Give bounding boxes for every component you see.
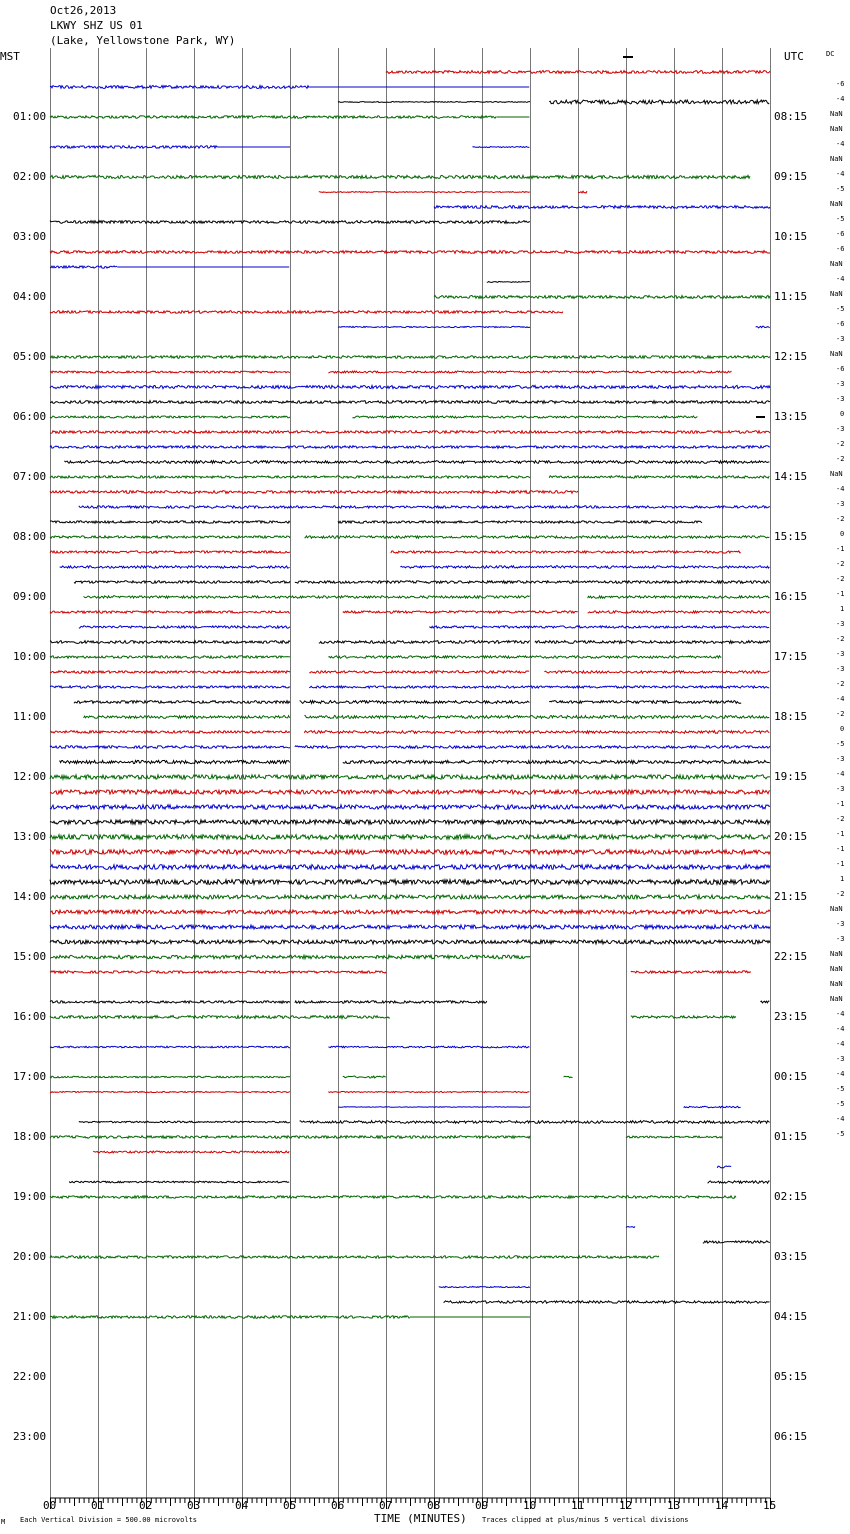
trace-segment xyxy=(50,641,290,644)
mst-hour-label: 08:00 xyxy=(13,530,47,543)
seismic-traces xyxy=(50,71,770,1319)
dc-offset-label: -3 xyxy=(836,755,845,763)
x-tick-label: 03 xyxy=(187,1499,201,1512)
dc-offset-label: -5 xyxy=(836,305,845,313)
trace-segment xyxy=(578,191,587,193)
trace-segment xyxy=(60,760,290,763)
trace-segment xyxy=(684,1106,741,1108)
trace-segment xyxy=(50,775,770,779)
dc-offset-label: NaN xyxy=(830,110,843,118)
x-axis-title: TIME (MINUTES) xyxy=(374,1512,467,1525)
x-tick-label: 15 xyxy=(763,1499,777,1512)
trace-segment xyxy=(50,925,770,929)
dc-offset-label: -6 xyxy=(836,245,845,253)
dc-offset-label: NaN xyxy=(830,965,843,973)
dc-offset-label: NaN xyxy=(830,350,843,358)
trace-segment xyxy=(50,146,218,149)
utc-hour-label: 03:15 xyxy=(774,1250,808,1263)
dc-offset-label: NaN xyxy=(830,470,843,478)
dc-offset-label: -3 xyxy=(836,785,845,793)
utc-header: UTC xyxy=(784,50,804,63)
utc-hour-label: 04:15 xyxy=(774,1310,808,1323)
trace-segment xyxy=(50,1076,290,1078)
trace-segment xyxy=(74,581,290,584)
trace-segment xyxy=(352,416,697,418)
trace-segment xyxy=(50,656,290,658)
trace-segment xyxy=(50,805,770,809)
trace-segment xyxy=(487,282,530,283)
trace-segment xyxy=(50,1316,410,1319)
trace-segment xyxy=(434,296,770,299)
dc-offset-label: -5 xyxy=(836,1130,845,1138)
trace-segment xyxy=(50,910,770,914)
x-tick-label: 08 xyxy=(427,1499,441,1512)
trace-segment xyxy=(50,611,290,613)
trace-segment xyxy=(295,1001,487,1003)
mst-hour-label: 07:00 xyxy=(13,470,47,483)
trace-segment xyxy=(50,356,770,359)
trace-segment xyxy=(588,596,770,598)
utc-hour-label: 20:15 xyxy=(774,830,808,843)
mst-hour-label: 12:00 xyxy=(13,770,47,783)
dc-offset-label: NaN xyxy=(830,260,843,268)
dc-offset-label: -3 xyxy=(836,380,845,388)
trace-segment xyxy=(50,385,770,388)
dc-offset-label: -1 xyxy=(836,800,845,808)
trace-segment xyxy=(60,566,290,568)
trace-segment xyxy=(717,1166,731,1168)
trace-segment xyxy=(50,850,770,855)
clip-note: Traces clipped at plus/minus 5 vertical divisions xyxy=(482,1516,689,1524)
dc-offset-label: NaN xyxy=(830,155,843,163)
trace-segment xyxy=(708,1181,770,1183)
trace-segment xyxy=(304,536,769,538)
dc-offset-label: -2 xyxy=(836,710,845,718)
dc-offset-label: -3 xyxy=(836,620,845,628)
mst-hour-label: 20:00 xyxy=(13,1250,47,1263)
dc-offset-label: -2 xyxy=(836,455,845,463)
mst-hour-label: 15:00 xyxy=(13,950,47,963)
dc-offset-label: -4 xyxy=(836,170,845,178)
utc-hour-label: 16:15 xyxy=(774,590,808,603)
trace-segment xyxy=(343,760,770,763)
date-label: Oct26,2013 xyxy=(50,4,117,17)
clip-marks xyxy=(623,57,765,417)
dc-offset-label: NaN xyxy=(830,200,843,208)
trace-segment xyxy=(300,1121,770,1124)
trace-segment xyxy=(304,731,769,734)
x-tick-label: 07 xyxy=(379,1499,393,1512)
trace-segment xyxy=(588,611,770,613)
trace-segment xyxy=(756,326,770,328)
x-tick-label: 14 xyxy=(715,1499,729,1512)
dc-offset-label: -6 xyxy=(836,80,845,88)
trace-segment xyxy=(50,116,496,119)
dc-offset-label: -3 xyxy=(836,500,845,508)
trace-segment xyxy=(93,1151,289,1153)
station-label: LKWY SHZ US 01 xyxy=(50,19,143,32)
x-tick-label: 06 xyxy=(331,1499,345,1512)
trace-segment xyxy=(338,521,702,523)
x-tick-label: 13 xyxy=(667,1499,681,1512)
dc-offset-label: -1 xyxy=(836,830,845,838)
trace-segment xyxy=(631,1016,736,1018)
dc-offset-label: 0 xyxy=(840,725,845,733)
utc-hour-label: 08:15 xyxy=(774,110,808,123)
dc-header: DC xyxy=(826,50,835,58)
trace-segment xyxy=(295,746,770,749)
dc-offset-label: -4 xyxy=(836,1070,845,1078)
mst-hour-label: 16:00 xyxy=(13,1010,47,1023)
trace-segment xyxy=(50,790,770,794)
trace-segment xyxy=(50,1001,290,1003)
dc-offset-label: -3 xyxy=(836,335,845,343)
dc-offset-label: -4 xyxy=(836,485,845,493)
trace-segment xyxy=(50,266,117,268)
dc-offset-label: -4 xyxy=(836,770,845,778)
mst-hour-label: 01:00 xyxy=(13,110,47,123)
dc-offset-label: -6 xyxy=(836,320,845,328)
dc-offset-label: -2 xyxy=(836,815,845,823)
trace-segment xyxy=(50,175,750,178)
trace-segment xyxy=(74,701,290,704)
dc-offset-label: NaN xyxy=(830,950,843,958)
mst-hour-label: 05:00 xyxy=(13,350,47,363)
mst-hour-label: 17:00 xyxy=(13,1070,47,1083)
dc-offset-label: 1 xyxy=(840,605,845,613)
dc-offset-label: -2 xyxy=(836,680,845,688)
mst-hour-label: 13:00 xyxy=(13,830,47,843)
utc-hour-label: 05:15 xyxy=(774,1370,808,1383)
location-label: (Lake, Yellowstone Park, WY) xyxy=(50,34,236,47)
trace-segment xyxy=(50,446,770,449)
utc-hour-label: 09:15 xyxy=(774,170,808,183)
dc-offset-label: -4 xyxy=(836,95,845,103)
dc-offset-label: 0 xyxy=(840,530,845,538)
trace-segment xyxy=(50,536,290,538)
dc-offset-label: -4 xyxy=(836,275,845,283)
dc-offset-label: NaN xyxy=(830,905,843,913)
trace-segment xyxy=(79,626,290,628)
dc-offset-label: -1 xyxy=(836,860,845,868)
trace-segment xyxy=(50,551,290,553)
trace-segment xyxy=(50,686,290,688)
trace-segment xyxy=(50,251,770,254)
utc-hour-label: 02:15 xyxy=(774,1190,808,1203)
utc-hour-label: 00:15 xyxy=(774,1070,808,1083)
mst-hour-label: 10:00 xyxy=(13,650,47,663)
trace-segment xyxy=(50,746,290,749)
utc-hour-label: 18:15 xyxy=(774,710,808,723)
x-tick-label: 12 xyxy=(619,1499,633,1512)
trace-segment xyxy=(50,371,290,373)
mst-hour-label: 14:00 xyxy=(13,890,47,903)
mst-hour-label: 02:00 xyxy=(13,170,47,183)
trace-segment xyxy=(84,716,290,719)
trace-segment xyxy=(50,1256,659,1259)
trace-segment xyxy=(50,521,290,523)
trace-segment xyxy=(69,1181,289,1183)
dc-offset-label: -4 xyxy=(836,695,845,703)
utc-hour-label: 13:15 xyxy=(774,410,808,423)
trace-segment xyxy=(64,461,769,464)
trace-segment xyxy=(434,206,770,209)
utc-hour-label: 17:15 xyxy=(774,650,808,663)
trace-segment xyxy=(328,1091,529,1092)
utc-hour-label: 11:15 xyxy=(774,290,808,303)
trace-segment xyxy=(530,940,770,944)
utc-hour-label: 22:15 xyxy=(774,950,808,963)
trace-segment xyxy=(564,1076,573,1077)
dc-offset-label: -5 xyxy=(836,1100,845,1108)
dc-offset-label: -5 xyxy=(836,1085,845,1093)
trace-segment xyxy=(50,895,770,899)
mst-hour-label: 03:00 xyxy=(13,230,47,243)
dc-offset-label: -2 xyxy=(836,440,845,448)
dc-offset-label: -2 xyxy=(836,515,845,523)
dc-offset-label: -6 xyxy=(836,230,845,238)
trace-segment xyxy=(295,581,770,584)
dc-offset-label: -3 xyxy=(836,1055,845,1063)
utc-hour-label: 14:15 xyxy=(774,470,808,483)
mst-hour-label: 19:00 xyxy=(13,1190,47,1203)
dc-offset-label: -3 xyxy=(836,920,845,928)
x-axis-ticks xyxy=(51,1498,771,1509)
trace-segment xyxy=(444,1301,770,1303)
trace-segment xyxy=(631,971,751,973)
trace-segment xyxy=(760,1001,769,1003)
dc-offset-label: -4 xyxy=(836,1010,845,1018)
trace-segment xyxy=(328,656,721,658)
mst-hour-label: 22:00 xyxy=(13,1370,47,1383)
dc-offset-label: -3 xyxy=(836,425,845,433)
utc-hour-label: 01:15 xyxy=(774,1130,808,1143)
trace-segment xyxy=(549,100,769,104)
utc-hour-label: 19:15 xyxy=(774,770,808,783)
trace-segment xyxy=(50,971,386,973)
dc-offset-label: -5 xyxy=(836,185,845,193)
corner-mark: M xyxy=(1,1518,6,1526)
trace-segment xyxy=(50,880,770,885)
utc-hour-label: 15:15 xyxy=(774,530,808,543)
mst-hour-label: 18:00 xyxy=(13,1130,47,1143)
trace-segment xyxy=(50,671,290,673)
mst-hour-label: 04:00 xyxy=(13,290,47,303)
dc-offset-label: -1 xyxy=(836,590,845,598)
dc-offset-label: -6 xyxy=(836,365,845,373)
x-tick-label: 02 xyxy=(139,1499,153,1512)
trace-segment xyxy=(549,476,769,478)
trace-segment xyxy=(50,731,290,734)
dc-offset-label: -5 xyxy=(836,215,845,223)
x-tick-label: 09 xyxy=(475,1499,489,1512)
x-tick-label: 11 xyxy=(571,1499,585,1512)
dc-offset-label: -4 xyxy=(836,1025,845,1033)
trace-segment xyxy=(50,865,770,870)
trace-segment xyxy=(50,1196,736,1199)
trace-segment xyxy=(343,1076,386,1078)
trace-segment xyxy=(50,491,578,494)
dc-offset-label: -2 xyxy=(836,560,845,568)
dc-offset-label: -4 xyxy=(836,1115,845,1123)
trace-segment xyxy=(472,147,529,148)
dc-offset-label: -2 xyxy=(836,890,845,898)
utc-hour-label: 10:15 xyxy=(774,230,808,243)
trace-segment xyxy=(50,1091,290,1092)
dc-offset-label: NaN xyxy=(830,980,843,988)
dc-offset-label: 1 xyxy=(840,875,845,883)
dc-offset-label: -3 xyxy=(836,665,845,673)
trace-segment xyxy=(50,86,309,89)
utc-hour-label: 06:15 xyxy=(774,1430,808,1443)
trace-segment xyxy=(439,1286,530,1287)
utc-hour-label: 12:15 xyxy=(774,350,808,363)
minute-gridlines xyxy=(51,48,771,1498)
dc-offset-label: -4 xyxy=(836,140,845,148)
trace-segment xyxy=(50,820,770,824)
trace-segment xyxy=(300,701,530,704)
mst-hour-label: 23:00 xyxy=(13,1430,47,1443)
mst-hour-label: 21:00 xyxy=(13,1310,47,1323)
dc-offset-label: NaN xyxy=(830,995,843,1003)
dc-offset-label: NaN xyxy=(830,290,843,298)
x-tick-label: 05 xyxy=(283,1499,297,1512)
trace-segment xyxy=(50,431,770,434)
trace-segment xyxy=(328,371,731,373)
dc-offset-label: -2 xyxy=(836,635,845,643)
trace-segment xyxy=(50,835,770,840)
trace-segment xyxy=(319,192,530,193)
dc-offset-label: NaN xyxy=(830,125,843,133)
trace-segment xyxy=(304,716,769,719)
trace-segment xyxy=(84,596,530,598)
x-tick-label: 10 xyxy=(523,1499,537,1512)
x-tick-label: 01 xyxy=(91,1499,105,1512)
utc-hour-label: 21:15 xyxy=(774,890,808,903)
trace-segment xyxy=(319,641,530,644)
dc-offset-label: -5 xyxy=(836,740,845,748)
trace-segment xyxy=(400,566,769,568)
trace-segment xyxy=(309,686,769,688)
mst-header: MST xyxy=(0,50,20,63)
trace-segment xyxy=(530,311,563,313)
trace-segment xyxy=(429,626,769,628)
trace-segment xyxy=(328,1046,529,1048)
dc-offset-label: -2 xyxy=(836,575,845,583)
dc-offset-label: -1 xyxy=(836,845,845,853)
x-tick-label: 00 xyxy=(43,1499,57,1512)
dc-offset-label: 0 xyxy=(840,410,845,418)
x-tick-label: 04 xyxy=(235,1499,249,1512)
trace-segment xyxy=(79,506,770,508)
mst-hour-label: 06:00 xyxy=(13,410,47,423)
dc-offset-label: -3 xyxy=(836,650,845,658)
trace-segment xyxy=(50,401,770,404)
trace-segment xyxy=(626,1226,635,1227)
dc-offset-label: -3 xyxy=(836,395,845,403)
trace-segment xyxy=(343,611,578,613)
trace-segment xyxy=(338,1107,530,1108)
mst-hour-label: 09:00 xyxy=(13,590,47,603)
dc-offset-label: -1 xyxy=(836,545,845,553)
trace-segment xyxy=(703,1241,770,1243)
utc-hour-label: 23:15 xyxy=(774,1010,808,1023)
trace-segment xyxy=(50,416,290,418)
dc-offset-label: -4 xyxy=(836,1040,845,1048)
trace-segment xyxy=(50,1046,290,1048)
mst-hour-label: 11:00 xyxy=(13,710,47,723)
trace-segment xyxy=(391,551,741,553)
scale-note: Each Vertical Division = 500.00 microvolts xyxy=(20,1516,198,1524)
trace-segment xyxy=(309,671,529,673)
trace-segment xyxy=(79,1121,290,1123)
trace-segment xyxy=(535,641,770,644)
dc-offset-label: -3 xyxy=(836,935,845,943)
